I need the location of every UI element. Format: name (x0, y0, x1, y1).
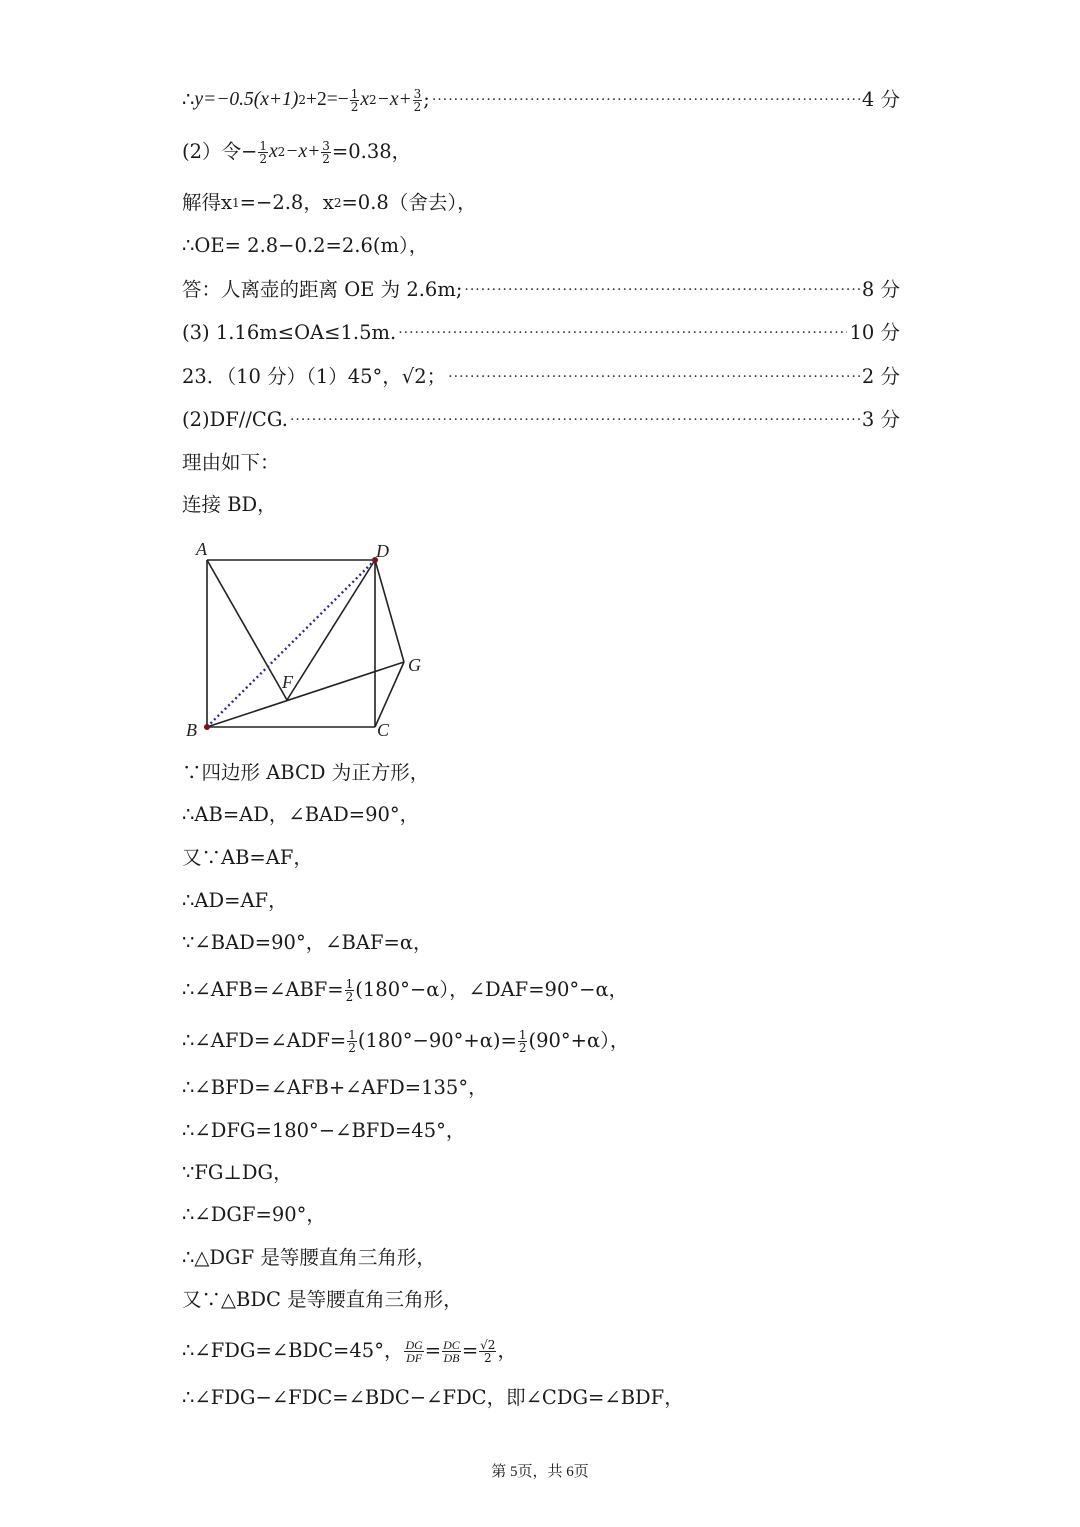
text: ∵FG⊥DG， (182, 1161, 293, 1184)
denominator: 2 (322, 151, 330, 166)
denominator: 2 (518, 1040, 527, 1055)
text: (2)DF//CG. (182, 408, 288, 431)
text: ∴∠BFD=∠AFB+∠AFD=135°， (182, 1076, 488, 1099)
answer-line-20 (182, 1158, 900, 1188)
text: (180°−90°+α)= (357, 1029, 517, 1052)
denominator: 2 (345, 989, 354, 1004)
fraction (413, 88, 423, 113)
answer-line-12 (182, 800, 900, 830)
text: ∴AD=AF， (182, 889, 288, 912)
segment-df (287, 560, 375, 700)
answer-line-22 (182, 1243, 900, 1273)
dot-leader (432, 85, 860, 115)
score: 10 分 (849, 321, 900, 344)
numerator: DG (405, 1337, 423, 1352)
text: ∴∠AFB=∠ABF= (182, 978, 344, 1001)
text: 解得x (182, 191, 232, 214)
expr-part: −x+ (285, 141, 321, 162)
score: 2 分 (861, 365, 900, 388)
text: 理由如下： (182, 451, 280, 474)
dotted-bd (207, 560, 375, 727)
answer-line-5 (182, 275, 900, 305)
text: =0.8（舍去）， (341, 191, 477, 214)
equals: = (424, 1339, 442, 1362)
text: =−2.8，x (239, 191, 334, 214)
segment-af (207, 560, 287, 700)
fraction (347, 1029, 357, 1054)
fraction (479, 1339, 496, 1364)
fraction (442, 1339, 461, 1364)
text: ∵四边形 ABCD 为正方形， (182, 761, 430, 784)
text: (2）令− (182, 140, 258, 163)
answer-line-15 (182, 928, 900, 958)
denominator: 2 (348, 1040, 356, 1055)
expr-part: ; (423, 88, 430, 111)
score: 3 分 (861, 408, 900, 431)
denominator: 2 (413, 99, 422, 114)
expr-part: +2=− (305, 89, 349, 110)
numerator: 1 (518, 1027, 527, 1042)
denominator: 2 (483, 1350, 492, 1365)
geometry-diagram (180, 535, 430, 740)
answer-line-9 (182, 448, 900, 478)
answer-line-13 (182, 843, 900, 873)
label-c: C (377, 720, 390, 740)
fraction (518, 1029, 528, 1054)
text: (3) 1.16m≤OA≤1.5m. (182, 321, 397, 344)
page-footer: 第 5页，共 6页 (491, 1464, 589, 1480)
text: ∵∠BAD=90°，∠BAF=α， (182, 931, 433, 954)
text: ∴△DGF 是等腰直角三角形， (182, 1246, 436, 1269)
label-g: G (408, 655, 421, 675)
numerator: DC (443, 1337, 460, 1352)
text: ∴OE= 2.8−0.2=2.6(m）， (182, 234, 429, 257)
denominator: DF (406, 1350, 423, 1365)
fraction (345, 978, 355, 1003)
text: ∴AB=AD，∠BAD=90°， (182, 803, 420, 826)
expr-part: −x+ (376, 89, 412, 110)
text: 23．（10 分）（1）45°， (182, 365, 402, 388)
text: 连接 BD， (182, 493, 277, 516)
numerator: 1 (345, 976, 354, 991)
expr-part: y=−0.5(x+1) (194, 89, 299, 110)
answer-line-1 (182, 85, 900, 115)
fraction (404, 1339, 423, 1364)
text: ∴∠FDG−∠FDC=∠BDC−∠FDC，即∠CDG=∠BDF， (182, 1386, 684, 1409)
exponent: 2 (369, 93, 377, 107)
numerator: 3 (322, 138, 330, 153)
exponent: 2 (277, 145, 286, 159)
dot-leader (290, 405, 860, 435)
fraction (321, 140, 331, 165)
answer-line-4 (182, 231, 900, 261)
denominator: 2 (259, 151, 267, 166)
answer-line-21 (182, 1200, 900, 1230)
answer-line-6 (182, 318, 900, 348)
dot-leader (398, 318, 847, 348)
subscript: 1 (232, 196, 240, 210)
text: ∴∠AFD=∠ADF= (182, 1029, 347, 1052)
fraction (350, 88, 360, 113)
label-b: B (186, 720, 197, 740)
numerator: √2 (480, 1337, 496, 1352)
label-f: F (282, 672, 293, 692)
text: =0.38， (331, 140, 412, 163)
numerator: 1 (350, 86, 359, 101)
denominator: DB (443, 1350, 460, 1365)
answer-line-18 (182, 1073, 900, 1103)
answer-line-19 (182, 1116, 900, 1146)
text: ∴∠FDG=∠BDC=45°， (182, 1339, 404, 1362)
text: (180°−α），∠DAF=90°−α， (355, 978, 629, 1001)
label-d: D (376, 541, 389, 561)
expr-part: x (269, 141, 278, 162)
text: 又∵AB=AF， (182, 846, 313, 869)
equals: = (461, 1339, 479, 1362)
answer-line-16 (182, 975, 900, 1005)
fraction (258, 140, 268, 165)
score: 8 分 (861, 278, 900, 301)
text: ； (426, 365, 447, 388)
point-b (204, 724, 210, 730)
text: ， (497, 1339, 517, 1362)
expr-part: x (360, 89, 370, 110)
text: ∴∠DFG=180°−∠BFD=45°， (182, 1119, 466, 1142)
score: 4 分 (861, 88, 900, 111)
label-a: A (196, 539, 207, 559)
dot-leader (448, 362, 860, 392)
denominator: 2 (350, 99, 359, 114)
answer-line-3 (182, 188, 900, 218)
text: 答：人离壶的距离 OE 为 2.6m; (182, 278, 463, 301)
answer-line-8 (182, 405, 900, 435)
numerator: 1 (259, 138, 267, 153)
answer-line-2 (182, 137, 900, 167)
text: 又∵△BDC 是等腰直角三角形， (182, 1288, 463, 1311)
sqrt-expression: √2 (401, 365, 427, 388)
subscript: 2 (333, 196, 342, 210)
answer-line-23 (182, 1285, 900, 1315)
segment-dg (375, 560, 404, 662)
answer-line-10 (182, 490, 900, 520)
numerator: 3 (413, 86, 422, 101)
therefore-symbol: ∴ (182, 88, 195, 111)
answer-line-24 (182, 1336, 900, 1366)
text: ∴∠DGF=90°， (182, 1203, 326, 1226)
numerator: 1 (348, 1027, 356, 1042)
segment-cg (375, 662, 404, 727)
text: (90°+α）， (528, 1029, 630, 1052)
answer-line-7 (182, 362, 900, 392)
answer-line-25 (182, 1383, 900, 1413)
dot-leader (464, 275, 860, 305)
exponent: 2 (298, 93, 306, 107)
answer-line-17 (182, 1026, 900, 1056)
answer-line-11 (182, 758, 900, 788)
answer-line-14 (182, 886, 900, 916)
